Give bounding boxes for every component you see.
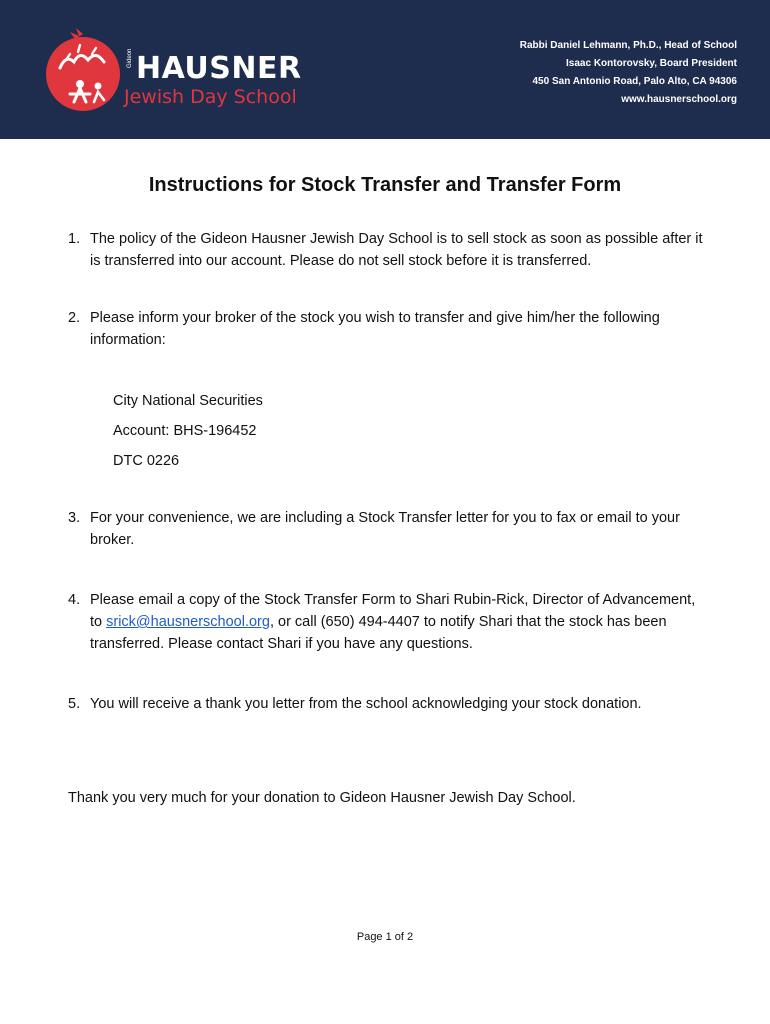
brand-tagline: Jewish Day School	[124, 86, 297, 108]
page-title: Instructions for Stock Transfer and Transfer Form	[148, 174, 622, 196]
list-item	[68, 693, 708, 715]
contact-address: 450 San Antonio Road, Palo Alto, CA 94306	[532, 76, 737, 87]
item-text-before: Please email a copy of the Stock Transfer Form to Shari Rubin-Rick, Director of Advancement, to	[90, 592, 696, 630]
page-number: Page 1 of 2	[356, 931, 414, 943]
list-item	[68, 228, 708, 272]
list-item	[68, 589, 708, 655]
contact-board-president: Isaac Kontorovsky, Board President	[566, 58, 737, 69]
item-text-after: , or call (650) 494-4407 to notify Shari that the stock has been transferred. Please contact Shari if you have any questions.	[90, 614, 667, 652]
broker-info	[113, 386, 708, 476]
email-link[interactable]: srick@hausnerschool.org	[106, 614, 270, 630]
broker-account: Account: BHS-196452	[113, 423, 257, 439]
list-item	[68, 307, 708, 351]
list-item	[68, 507, 708, 551]
letterhead	[0, 0, 770, 139]
item-number: 2.	[68, 310, 81, 326]
broker-name: City National Securities	[113, 393, 263, 409]
broker-dtc: DTC 0226	[113, 453, 180, 469]
contact-head-of-school: Rabbi Daniel Lehmann, Ph.D., Head of School	[519, 40, 737, 51]
item-text: The policy of the Gideon Hausner Jewish Day School is to sell stock as soon as possible after it is transferred into our account. Please do not sell stock before it is transferred.	[90, 231, 703, 269]
item-number: 5.	[68, 696, 81, 712]
brand-name: HAUSNER	[136, 51, 302, 86]
item-text: Please inform your broker of the stock you wish to transfer and give him/her the following information:	[90, 310, 660, 348]
contact-block	[520, 37, 737, 109]
item-number: 3.	[68, 510, 81, 526]
school-logo	[40, 28, 310, 116]
pomegranate-logo-icon	[40, 28, 126, 112]
closing-text: Thank you very much for your donation to Gideon Hausner Jewish Day School.	[68, 790, 576, 806]
contact-website[interactable]: www.hausnerschool.org	[621, 94, 737, 105]
item-text: For your convenience, we are including a Stock Transfer letter for you to fax or email to your broker.	[90, 510, 680, 548]
item-text: You will receive a thank you letter from the school acknowledging your stock donation.	[90, 696, 642, 712]
brand-sub: Gideon	[127, 48, 133, 68]
instruction-list	[68, 228, 708, 715]
item-number: 4.	[68, 592, 81, 608]
item-number: 1.	[68, 231, 81, 247]
